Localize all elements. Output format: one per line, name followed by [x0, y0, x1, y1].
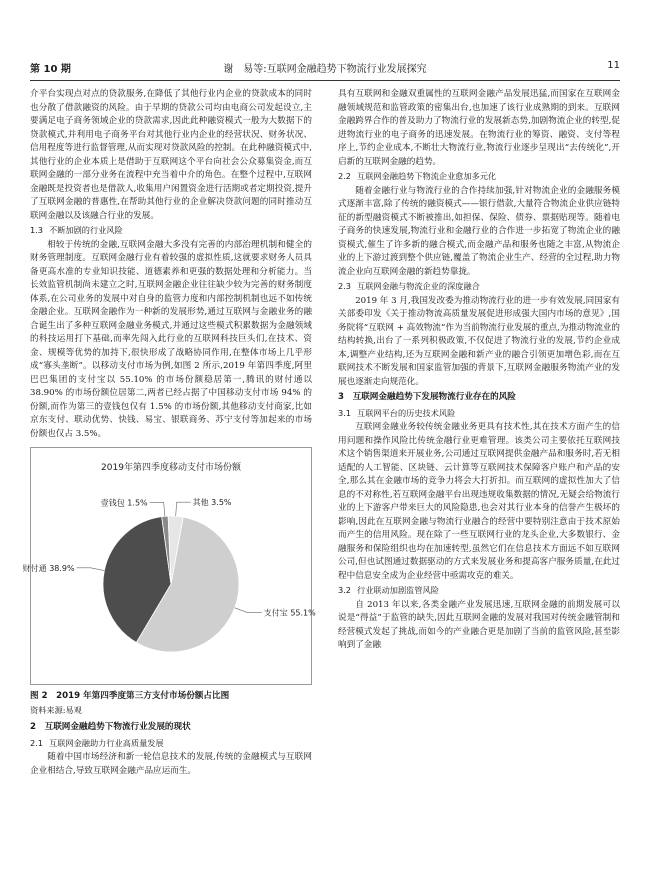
pie-leader-line	[150, 502, 165, 516]
section-number: 3.2	[338, 585, 352, 595]
section-heading-3-2	[338, 584, 620, 598]
pie-leader-line	[77, 568, 105, 571]
section-number: 3.1	[338, 407, 352, 418]
section-title: 互联网平台的历史技术风险	[357, 407, 456, 418]
pie-leader-line	[235, 608, 262, 613]
right-column	[338, 88, 620, 653]
section-title: 互联网金融趋势下物流行业发展的现状	[44, 722, 191, 732]
left-column	[22, 88, 316, 778]
pie-label: 其他 3.5%	[192, 498, 232, 508]
paragraph: 相较于传统的金融,互联网金融大多没有完善的内部治理机制和健全的财务管理制度。互联网金融行业有着较强的虚拟性质,这就要求财务人员具备更高水准的专业知识技能、道德素养和更强的数据处理和分析能力。当长效监管机制尚未建立之时,互联网金融企业往往缺少较为完善的财务制度体系,在公司业务的发展中对自身的监管力度和内部控制机制也远不如传统金融企业。互联网金融作为一种新的发展形势,通过互联网与金融业务的融合诞生出了多种互联网金融业务模式,并通过这些模式积累数据为金融领域的科技运用打下基础,而率先闯入此行业的互联网科技巨头们,在技术、资金、规模等优势的加持下,很快形成了战略协同作用,在整体市场上几乎形成“寡头垄断”。以移动支付市场为例,如图 2 所示,2019 年第四季度,阿里巴巴集团的支付宝以 55.10% 的市场份额稳居第一,腾讯的财付通以 38.90% 的市场份额位居第二,两者已经占据了中国移动支付市场 94% 的份额,而作为第三的壹钱包仅有 1.5% 的市场份额,其他移动支付商家,比如京东支付、联动优势、快钱、易宝、银联商务、苏宁支付等加起来的市场份额也仅占 3.5%。	[30, 239, 312, 439]
pie-leader-line	[176, 502, 191, 516]
section-title: 互联网金融趋势下物流企业愈加多元化	[357, 171, 497, 181]
section-title: 行业联动加剧监管风险	[357, 585, 439, 595]
section-heading-3	[338, 391, 620, 405]
section-number: 1.3	[30, 225, 44, 235]
pie-chart	[22, 447, 316, 685]
figure-caption: 图 2 2019 年第四季度第三方支付市场份额占比图	[30, 691, 230, 701]
section-heading-3-1	[338, 407, 620, 421]
paragraph: 2019 年 3 月,我国发改委为推动物流行业的进一步有效发展,同国家有关部委印发《关于推动物流高质量发展促进形成强大国内市场的意见》,国务院将“互联网 + 高效物流”作为当前物流行业发展的重点,为推动物流业的结构转换,出台了一系列积极政策,不仅促进了物流行业的发展,节约企业成本,调整产业结构,还为互联网金融和新产业的融合引领更加增色彩,而在互联网技术不断发展和国家监管加强的背景下,互联网金融服务物流产业的发展也逐渐走向规范化。	[338, 295, 620, 387]
section-number: 2.1	[30, 737, 44, 748]
section-heading-2-3	[338, 280, 620, 294]
paragraph: 互联网金融业务较传统金融业务更具有技术性,其在技术方面产生的信用问题和操作风险比传统金融行业更难管理。该类公司主要依托互联网技术这个销售渠道来开展业务,公司通过互联网提供金融产品和服务时,若无相适配的人工智能、区块链、云计算等互联网技术保障客户账户和产品的安全,那么其在金融市场的竞争力将会大打折扣。而互联网的虚拟性加大了信息的不对称性,若互联网金融平台出现违规收集数据的情况,无疑会给物流行业的上下游客户带来巨大的风险隐患,也会对其行业本身的信誉产生极坏的影响,因此在互联网金融与物流行业融合的经营中要特别注意由于技术原始而产生的信用风险。现在除了一些互联网行业的龙头企业,大多数银行、金融服务和保险组织也均在加速转型,虽然它们在信息技术方面远不如互联网公司,但也试图通过数据驱动的方式来发展业务和提高客户服务质量,在此过程中信息安全成为企业经营中亟需攻克的难关。	[338, 422, 620, 581]
paragraph: 自 2013 年以来,各类金融产业发展迅速,互联网金融的前期发展可以说是“得益”于监管的缺失,因此互联网金融的发展对我国对传统金融管制和经营模式发起了挑战,而如今的产业融合更是加剧了当前的监管风险,甚至影响到了金融	[338, 599, 620, 650]
paragraph: 介平台实现点对点的贷款服务,在降低了其他行业内企业的贷款成本的同时也分散了借款融资的风险。由于早期的贷款公司均由电商公司发起设立,主要满足电子商务领域企业的贷款需求,因此此种融资模式一般为大数据下的贷款模式,并利用电子商务平台对其他行业内企业的经营状况、财务状况、信用程度等进行监督管理,从而实现对贷款风险的控制。在此种融资模式中,其他行业的企业本质上是借助于互联网这个平台向社会公众募集资金,而互联网金融的一部分业务在流程中充当着中介的角色。在整个过程中,互联网金融既是投资者也是借款人,收集用户闲置资金进行活期或者定期投资,提升了互联网金融的普惠性,在帮助其他行业的企业解决贷款问题的同时推动互联网金融以及该融合行业的发展。	[30, 89, 312, 221]
section-number: 2	[30, 722, 36, 732]
section-number: 3	[338, 392, 344, 402]
figure-source: 资料来源:易观	[30, 704, 82, 715]
section-heading-2-2	[338, 170, 620, 184]
section-title: 不断加剧的行业风险	[49, 225, 123, 235]
paragraph: 具有互联网和金融双重属性的互联网金融产品发展迅猛,而国家在互联网金融领域规范和监管政策的密集出台,也加速了该行业成熟期的到来。互联网金融跨界合作的普及助力了物流行业的发展新态势,加剧物流企业的转型,促进物流行业的电子商务的迅速发展。在物流行业的筹资、融资、支付等程序上,节约企业成本,不断壮大物流行业,物流行业逐步呈现出“去传统化”,开启新的互联网金融的趋势。	[338, 89, 620, 167]
section-heading-2-1	[30, 737, 312, 751]
running-title: 谢 易等:互联网金融趋势下物流行业发展探究	[223, 64, 427, 75]
header-rule	[30, 80, 620, 81]
pie-chart-svg	[22, 448, 316, 684]
section-heading-1-3	[30, 224, 312, 238]
figure-2	[22, 447, 316, 717]
paragraph: 随着中国市场经济和新一轮信息技术的发展,传统的金融模式与互联网企业相结合,导致互联网金融产品应运而生。	[30, 752, 312, 776]
section-number: 2.3	[338, 281, 352, 291]
chart-title: 2019年第四季度移动支付市场份额	[101, 463, 241, 473]
pie-label: 支付宝 55.1%	[263, 608, 316, 618]
pie-label: 壹钱包 1.5%	[100, 498, 148, 508]
page-number: 11	[607, 60, 620, 71]
issue-number: 第 10 期	[30, 64, 71, 75]
page-header	[30, 60, 620, 76]
paragraph: 随着金融行业与物流行业的合作持续加强,针对物流企业的金融服务模式逐渐丰富,除了传统的融资模式——银行借款,大量符合物流企业供应链特征的新型融资模式不断被推出,如担保、保险、债券、票据贴现等。随着电子商务的快速发展,物流行业和金融行业的合作进一步拓宽了物流企业的融资模式,催生了许多新的融合模式,而金融产品和服务也随之丰富,从物流企业的上下游过渡到整个供应链,覆盖了物流企业生产、经营的全过程,助力物流企业向互联网金融的新趋势靠拢。	[338, 185, 620, 277]
section-title: 互联网金融助力行业高质量发展	[49, 737, 164, 748]
section-number: 2.2	[338, 171, 352, 181]
section-title: 互联网金融与物流企业的深度融合	[357, 281, 480, 291]
section-title: 互联网金融趋势下发展物流行业存在的风险	[352, 392, 516, 402]
section-heading-2	[30, 721, 312, 735]
pie-label: 财付通 38.9%	[22, 563, 75, 573]
